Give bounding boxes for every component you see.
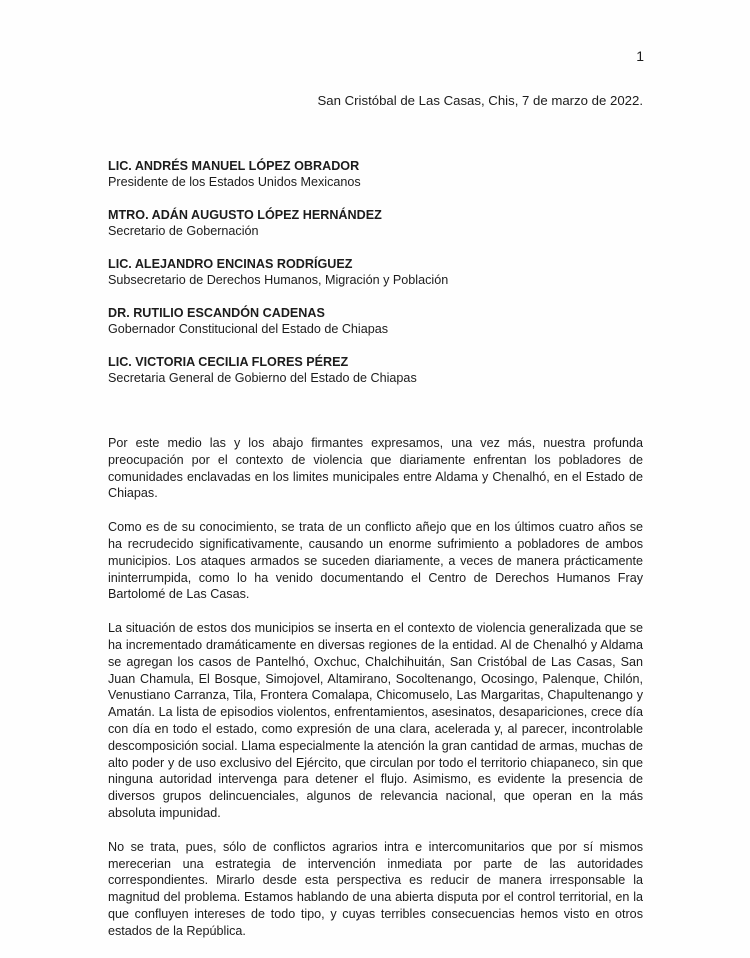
body-paragraph: Por este medio las y los abajo firmantes expresamos, una vez más, nuestra profunda preocupación por el contexto de violencia que diariamente enfrentan los pobladores de comunidades enclavadas en los limites municipales entre Aldama y Chenalhó, en el Estado de Chiapas. bbox=[108, 436, 643, 501]
addressee-name: LIC. VICTORIA CECILIA FLORES PÉREZ bbox=[108, 355, 349, 369]
page-number: 1 bbox=[636, 48, 644, 64]
addressee-list bbox=[108, 158, 648, 403]
letter-body bbox=[108, 435, 643, 957]
addressee-name: MTRO. ADÁN AUGUSTO LÓPEZ HERNÁNDEZ bbox=[108, 208, 382, 222]
addressee-role: Gobernador Constitucional del Estado de Chiapas bbox=[108, 322, 389, 336]
addressee bbox=[108, 354, 648, 386]
addressee-role: Presidente de los Estados Unidos Mexicanos bbox=[108, 175, 361, 189]
addressee-role: Secretario de Gobernación bbox=[108, 224, 259, 238]
body-paragraph: La situación de estos dos municipios se inserta en el contexto de violencia generalizada que se ha incrementado dramáticamente en diversas regiones de la entidad. Al de Chenalhó y Aldama se agregan los casos de Pantelhó, Oxchuc, Chalchihuitán, San Cristóbal de Las Casas, San Juan Chamula, El Bosque, Simojovel, Altamirano, Socoltenango, Ocosingo, Palenque, Chilón, Venustiano Carranza, Tila, Frontera Comalapa, Chicomuselo, Las Margaritas, Chapultenango y Amatán. La lista de episodios violentos, enfrentamientos, asesinatos, desapariciones, crece día con día en todo el estado, como expresión de una clara, acelerada y, al parecer, incontrolable descomposición social. Llama especialmente la atención la gran cantidad de armas, muchas de alto poder y de uso exclusivo del Ejército, que circulan por todo el territorio chiapaneco, sin que ninguna autoridad intervenga para detener el flujo. Asimismo, es evidente la presencia de diversos grupos delincuenciales, algunos de relevancia nacional, que operan en la más absoluta impunidad. bbox=[108, 621, 643, 820]
addressee-role: Secretaria General de Gobierno del Estado de Chiapas bbox=[108, 371, 417, 385]
addressee-role: Subsecretario de Derechos Humanos, Migración y Población bbox=[108, 273, 449, 287]
addressee-name: LIC. ALEJANDRO ENCINAS RODRÍGUEZ bbox=[108, 257, 353, 271]
addressee bbox=[108, 305, 648, 337]
place-date: San Cristóbal de Las Casas, Chis, 7 de marzo de 2022. bbox=[317, 93, 643, 108]
body-paragraph: Como es de su conocimiento, se trata de un conflicto añejo que en los últimos cuatro años se ha recrudecido significativamente, causando un enorme sufrimiento a pobladores de ambos municipios. Los ataques armados se suceden diariamente, a veces de manera prácticamente ininterrumpida, como lo ha venido documentando el Centro de Derechos Humanos Fray Bartolomé de Las Casas. bbox=[108, 520, 643, 602]
addressee bbox=[108, 256, 648, 288]
addressee bbox=[108, 158, 648, 190]
addressee bbox=[108, 207, 648, 239]
addressee-name: DR. RUTILIO ESCANDÓN CADENAS bbox=[108, 306, 325, 320]
addressee-name: LIC. ANDRÉS MANUEL LÓPEZ OBRADOR bbox=[108, 159, 360, 173]
body-paragraph: No se trata, pues, sólo de conflictos agrarios intra e intercomunitarios que por sí mismos merecerian una estrategia de intervención inmediata por parte de las autoridades correspondientes. Mirarlo desde esta perspectiva es reducir de manera irresponsable la magnitud del problema. Estamos hablando de una abierta disputa por el control territorial, en la que confluyen intereses de todo tipo, y cuyas terribles consecuencias hemos visto en otros estados de la República. bbox=[108, 839, 643, 938]
